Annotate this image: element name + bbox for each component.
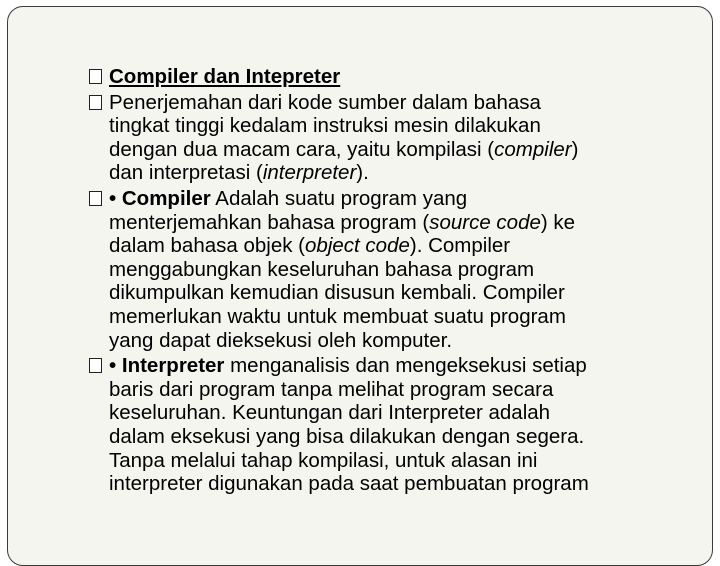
slide-content (89, 65, 689, 498)
intro-line-1: Penerjemahan dari kode sumber dalam bahasa (109, 90, 541, 114)
paragraph-interpreter (89, 354, 689, 496)
intro-line-3b: compiler (494, 137, 572, 161)
interpreter-line-5: Tanpa melalui tahap kompilasi, untuk alasan ini (109, 448, 538, 472)
compiler-line-2c: ) ke (540, 210, 576, 234)
compiler-lead: • Compiler (109, 186, 211, 210)
intro-line-4a: dan interpretasi ( (109, 161, 263, 185)
compiler-line-2b: source code (429, 210, 541, 234)
interpreter-line-3: keseluruhan. Keuntungan dari Interpreter adalah (109, 401, 551, 425)
compiler-line-1: Adalah suatu program yang (210, 186, 468, 210)
intro-line-4c: ). (356, 161, 369, 185)
paragraph-heading (89, 65, 689, 89)
interpreter-line-1: menganalisis dan mengeksekusi setiap (224, 354, 587, 378)
intro-line-3a: dengan dua macam cara, yaitu kompilasi ( (109, 137, 495, 161)
square-bullet-icon (89, 358, 102, 373)
paragraph-compiler (89, 187, 689, 352)
compiler-line-7: yang dapat dieksekusi oleh komputer. (109, 328, 453, 352)
square-bullet-icon (89, 95, 102, 110)
compiler-line-6: memerlukan waktu untuk membuat suatu program (109, 304, 566, 328)
interpreter-lead: • Interpreter (109, 354, 225, 378)
compiler-line-3c: ). Compiler (409, 234, 511, 258)
compiler-line-5: dikumpulkan kemudian disusun kembali. Compiler (109, 281, 565, 305)
slide-frame (7, 6, 713, 566)
intro-line-2: tingkat tinggi kedalam instruksi mesin dilakukan (109, 114, 541, 138)
compiler-line-3b: object code (305, 234, 410, 258)
intro-line-4b: interpreter (262, 161, 357, 185)
interpreter-line-4: dalam eksekusi yang bisa dilakukan dengan segera. (109, 424, 585, 448)
compiler-line-3a: dalam bahasa objek ( (109, 234, 306, 258)
interpreter-line-2: baris dari program tanpa melihat program secara (109, 377, 554, 401)
interpreter-line-6: interpreter digunakan pada saat pembuatan program (109, 472, 589, 496)
paragraph-intro (89, 91, 689, 185)
heading-text: Compiler dan Intepreter (109, 65, 341, 88)
compiler-line-4: menggabungkan keseluruhan bahasa program (109, 257, 535, 281)
square-bullet-icon (89, 191, 102, 206)
intro-line-3c: ) (571, 137, 579, 161)
compiler-line-2a: menterjemahkan bahasa program ( (109, 210, 430, 234)
square-bullet-icon (89, 69, 102, 84)
